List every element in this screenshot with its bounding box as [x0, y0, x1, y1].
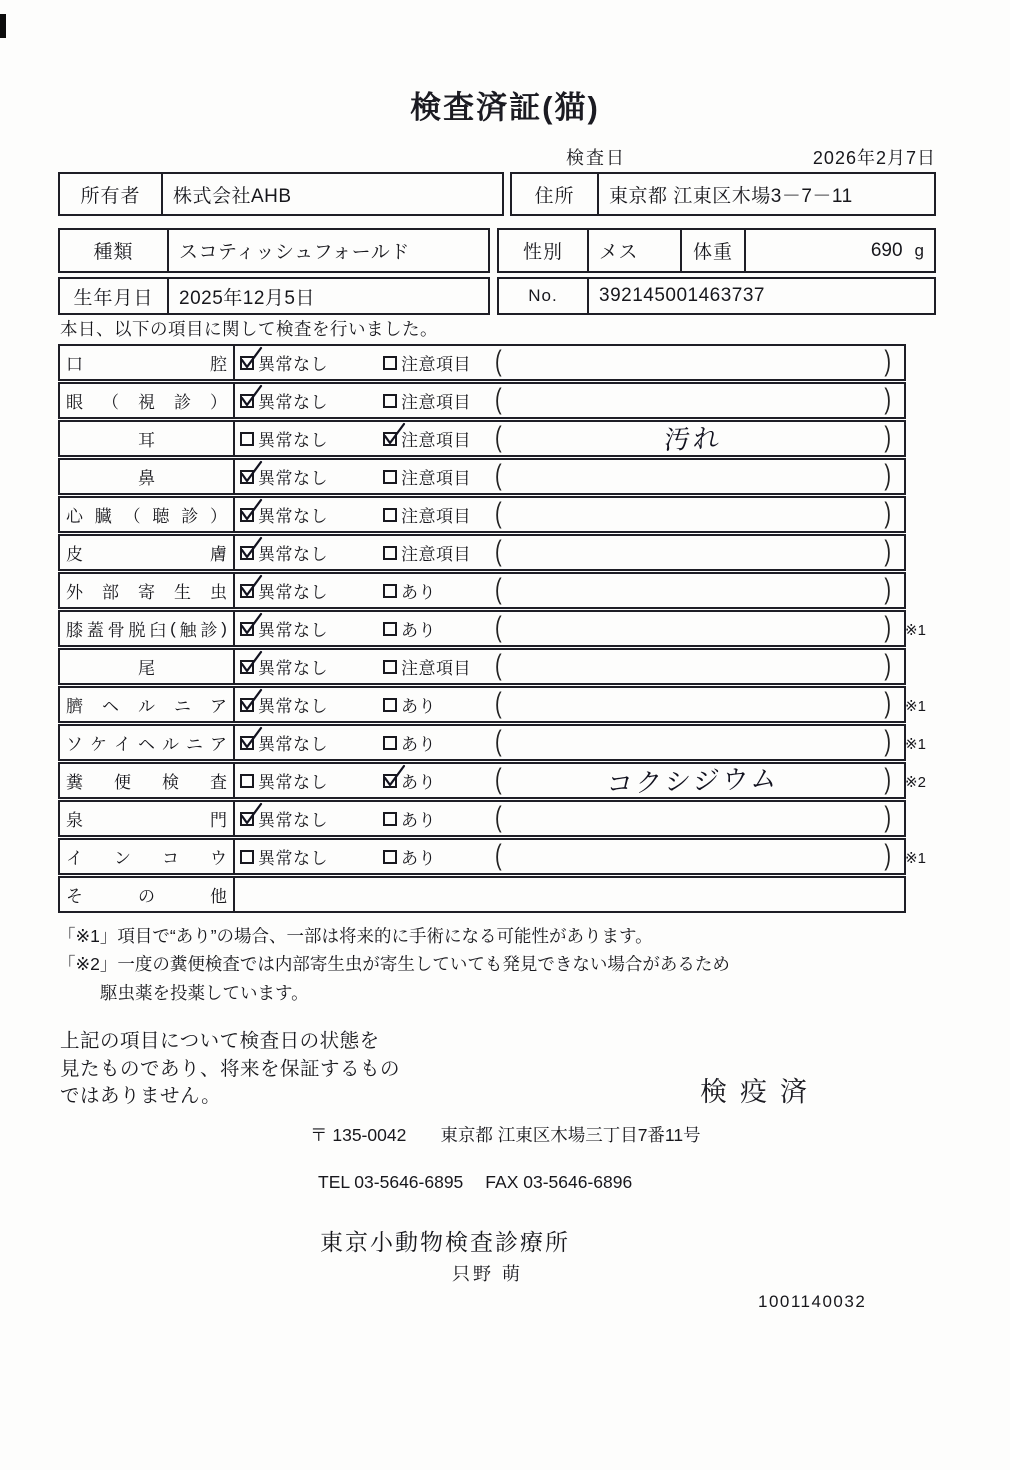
checklist-item-label: 尾	[60, 650, 235, 683]
option-secondary	[383, 806, 495, 831]
option-label: 注意項目	[401, 469, 471, 488]
checklist-row	[58, 724, 926, 761]
option-label: 異常なし	[258, 621, 328, 640]
checkbox-icon	[240, 736, 254, 750]
option-label: あり	[401, 735, 436, 754]
option-secondary	[383, 388, 495, 413]
paren-close-icon: )	[884, 611, 891, 644]
paren-close-icon: )	[884, 383, 891, 416]
handwritten-note	[502, 584, 884, 597]
checkbox-icon	[240, 774, 254, 788]
option-label: 異常なし	[258, 697, 328, 716]
checkbox-icon	[240, 812, 254, 826]
checklist-row	[58, 800, 906, 837]
option-secondary	[383, 350, 495, 375]
paren-close-icon: )	[884, 649, 891, 682]
owner-box	[58, 172, 504, 216]
handwritten-check-icon	[238, 346, 264, 372]
checklist-row	[58, 762, 926, 799]
checklist-row-options	[235, 346, 904, 379]
document-serial-number: 1001140032	[758, 1292, 867, 1311]
sex-weight-box	[497, 228, 936, 273]
checkbox-icon	[240, 622, 254, 636]
paren-open-icon: (	[495, 459, 502, 492]
paren-open-icon: (	[495, 725, 502, 758]
paren-close-icon: )	[884, 497, 891, 530]
option-label: 異常なし	[258, 773, 328, 792]
breed-value: スコティッシュフォールド	[167, 230, 488, 271]
checklist-item-label: 口 腔	[60, 346, 235, 379]
paren-open-icon: (	[495, 573, 502, 606]
birthdate-box	[58, 277, 490, 315]
paren-close-icon: )	[884, 839, 891, 872]
paren-close-icon: )	[884, 459, 891, 492]
checkbox-icon	[383, 812, 397, 826]
option-no-abnormality	[240, 730, 357, 755]
weight-unit: g	[914, 240, 924, 260]
checklist-table	[58, 344, 926, 914]
checklist-row	[58, 876, 906, 913]
sex-value: メス	[587, 230, 680, 271]
option-secondary	[383, 502, 495, 527]
breed-box	[58, 228, 490, 273]
quarantine-stamp: 検疫済	[700, 1077, 820, 1107]
option-label: 注意項目	[401, 507, 471, 526]
handwritten-check-icon	[381, 764, 407, 790]
checklist-item-label: 外 部 寄 生 虫	[60, 574, 235, 607]
paren-open-icon: (	[495, 687, 502, 720]
checkbox-icon	[383, 432, 397, 446]
checklist-row	[58, 610, 926, 647]
checkbox-icon	[383, 356, 397, 370]
inspection-date-value: 2026年2月7日	[812, 148, 936, 168]
checklist-row	[58, 572, 906, 609]
checklist-row-options	[235, 574, 904, 607]
option-no-abnormality	[240, 616, 357, 641]
postal-code: 〒 135-0042	[310, 1125, 407, 1145]
paren-open-icon: (	[495, 535, 502, 568]
inspection-date-row	[58, 144, 936, 170]
option-label: あり	[401, 773, 436, 792]
checklist-row-options	[235, 536, 904, 569]
checkbox-icon	[383, 622, 397, 636]
checklist-item-label: 臍 ヘ ル ニ ア	[60, 688, 235, 721]
handwritten-note	[502, 508, 884, 521]
option-label: 異常なし	[258, 545, 328, 564]
footnote-1: 「※1」項目で“あり”の場合、一部は将来的に手術になる可能性があります。	[58, 926, 653, 946]
option-no-abnormality	[240, 502, 357, 527]
paren-open-icon: (	[495, 839, 502, 872]
option-label: 異常なし	[258, 849, 328, 868]
footnote-mark: ※1	[905, 850, 926, 867]
paren-close-icon: )	[884, 763, 891, 796]
footnote-mark: ※2	[905, 774, 926, 791]
handwritten-check-icon	[238, 574, 264, 600]
option-label: 異常なし	[258, 355, 328, 374]
disclaimer-line-2: 見たものであり、将来を保証するもの	[60, 1057, 401, 1080]
checklist-item-label: 鼻	[60, 460, 235, 493]
option-no-abnormality	[240, 844, 357, 869]
checkbox-icon	[240, 394, 254, 408]
paren-close-icon: )	[884, 725, 891, 758]
birthdate-label: 生年月日	[73, 287, 154, 309]
option-label: あり	[401, 811, 436, 830]
paren-open-icon: (	[495, 497, 502, 530]
option-label: 注意項目	[401, 431, 471, 450]
footnote-2-continued: 駆虫薬を投薬しています。	[100, 982, 309, 1003]
checklist-row	[58, 496, 906, 533]
handwritten-note	[502, 470, 884, 483]
checkbox-icon	[240, 660, 254, 674]
footnote-2: 「※2」一度の糞便検査では内部寄生虫が寄生していても発見できない場合があるため	[58, 954, 730, 975]
option-label: 異常なし	[258, 393, 328, 412]
paren-open-icon: (	[495, 801, 502, 834]
checklist-item-label: そ の 他	[60, 878, 235, 911]
checkbox-icon	[240, 470, 254, 484]
clinic-tel: TEL 03-5646-6895	[318, 1172, 464, 1192]
checkbox-icon	[240, 508, 254, 522]
checklist-row-options	[235, 460, 904, 493]
disclaimer-line-3: ではありません。	[60, 1085, 222, 1108]
handwritten-note: 汚れ	[662, 422, 724, 455]
checklist-item-label: 糞 便 検 査	[60, 764, 235, 797]
option-label: 異常なし	[258, 811, 328, 830]
checklist-row	[58, 458, 906, 495]
paren-open-icon: (	[495, 649, 502, 682]
checklist-item-label: 心 臓 （ 聴 診 ）	[60, 498, 235, 531]
paren-close-icon: )	[884, 421, 891, 454]
handwritten-note	[502, 736, 884, 749]
paren-close-icon: )	[884, 345, 891, 378]
checkbox-icon	[383, 546, 397, 560]
handwritten-check-icon	[238, 498, 264, 524]
weight-number: 690	[870, 239, 903, 261]
option-no-abnormality	[240, 578, 357, 603]
option-secondary	[383, 464, 495, 489]
checkbox-icon	[240, 432, 254, 446]
checklist-row-options	[235, 840, 904, 873]
sex-label: 性別	[522, 242, 563, 263]
handwritten-check-icon	[238, 688, 264, 714]
option-label: あり	[401, 583, 436, 602]
handwritten-note	[502, 546, 884, 559]
checklist-row-options	[235, 764, 904, 797]
option-label: 注意項目	[401, 659, 471, 678]
checklist-row	[58, 534, 906, 571]
checklist-row	[58, 648, 906, 685]
address-value: 東京都 江東区木場3－7－11	[597, 174, 934, 214]
option-no-abnormality	[240, 540, 357, 565]
handwritten-check-icon	[238, 726, 264, 752]
checklist-item-label: 膝 蓋 骨 脱 臼 ( 触 診 )	[60, 612, 235, 645]
checklist-row-options	[235, 878, 904, 911]
id-number-label: No.	[528, 286, 558, 305]
option-no-abnormality	[240, 426, 357, 451]
option-secondary	[383, 616, 495, 641]
clinic-address-row	[310, 1122, 701, 1147]
paren-close-icon: )	[884, 801, 891, 834]
disclaimer	[60, 1028, 400, 1111]
handwritten-check-icon	[238, 460, 264, 486]
footnote-mark: ※1	[905, 698, 926, 715]
option-secondary	[383, 768, 495, 793]
option-label: 異常なし	[258, 583, 328, 602]
examiner-name: 只野 萌	[452, 1264, 524, 1284]
checkbox-icon	[383, 660, 397, 674]
option-no-abnormality	[240, 388, 357, 413]
footnote-mark: ※1	[905, 622, 926, 639]
option-secondary	[383, 654, 495, 679]
checklist-item-label: 眼 （ 視 診 ）	[60, 384, 235, 417]
option-label: あり	[401, 849, 436, 868]
paren-close-icon: )	[884, 573, 891, 606]
paren-close-icon: )	[884, 687, 891, 720]
option-no-abnormality	[240, 768, 357, 793]
clinic-address: 東京都 江東区木場三丁目7番11号	[440, 1125, 701, 1145]
handwritten-note	[502, 622, 884, 635]
footnotes	[58, 922, 730, 1007]
checklist-item-label: 泉 門	[60, 802, 235, 835]
checklist-intro: 本日、以下の項目に関して検査を行いました。	[60, 319, 438, 339]
option-no-abnormality	[240, 692, 357, 717]
paren-open-icon: (	[495, 421, 502, 454]
handwritten-check-icon	[238, 536, 264, 562]
option-no-abnormality	[240, 464, 357, 489]
disclaimer-line-1: 上記の項目について検査日の状態を	[60, 1030, 380, 1052]
option-no-abnormality	[240, 654, 357, 679]
handwritten-check-icon	[238, 802, 264, 828]
owner-label: 所有者	[80, 185, 141, 207]
checkbox-icon	[240, 584, 254, 598]
address-label: 住所	[534, 185, 575, 207]
option-label: 異常なし	[258, 659, 328, 678]
scan-artifact	[0, 14, 6, 38]
checkbox-icon	[383, 736, 397, 750]
weight-label: 体重	[680, 230, 744, 271]
checkbox-icon	[240, 356, 254, 370]
checkbox-icon	[383, 470, 397, 484]
id-number-box	[497, 277, 936, 315]
checkbox-icon	[383, 508, 397, 522]
option-secondary	[383, 540, 495, 565]
checklist-row-options	[235, 498, 904, 531]
handwritten-check-icon	[238, 650, 264, 676]
checklist-row	[58, 420, 906, 457]
option-label: 異常なし	[258, 431, 328, 450]
handwritten-check-icon	[381, 422, 407, 448]
checkbox-icon	[383, 584, 397, 598]
checklist-row-options	[235, 802, 904, 835]
checkbox-icon	[240, 850, 254, 864]
option-label: 注意項目	[401, 355, 471, 374]
option-label: 注意項目	[401, 393, 471, 412]
handwritten-note	[502, 660, 884, 673]
checkbox-icon	[240, 546, 254, 560]
checklist-row	[58, 686, 926, 723]
option-no-abnormality	[240, 350, 357, 375]
option-label: 異常なし	[258, 735, 328, 754]
clinic-contact-row	[318, 1172, 632, 1193]
checkbox-icon	[383, 394, 397, 408]
handwritten-check-icon	[238, 384, 264, 410]
footnote-mark: ※1	[905, 736, 926, 753]
paren-close-icon: )	[884, 535, 891, 568]
checklist-row-options	[235, 650, 904, 683]
handwritten-check-icon	[238, 612, 264, 638]
checklist-item-label: 耳	[60, 422, 235, 455]
option-secondary	[383, 578, 495, 603]
option-label: 異常なし	[258, 469, 328, 488]
paren-open-icon: (	[495, 383, 502, 416]
option-label: あり	[401, 621, 436, 640]
address-box	[510, 172, 936, 216]
weight-value	[744, 230, 934, 271]
checkbox-icon	[383, 698, 397, 712]
option-label: 注意項目	[401, 545, 471, 564]
paren-open-icon: (	[495, 345, 502, 378]
paren-open-icon: (	[495, 763, 502, 796]
clinic-fax: FAX 03-5646-6896	[485, 1172, 633, 1192]
checklist-row	[58, 382, 906, 419]
checklist-row-options	[235, 726, 904, 759]
option-secondary	[383, 692, 495, 717]
checklist-row	[58, 344, 906, 381]
birthdate-value: 2025年12月5日	[167, 279, 488, 313]
owner-value: 株式会社AHB	[161, 174, 502, 214]
id-number-value: 392145001463737	[587, 279, 934, 313]
option-secondary	[383, 426, 495, 451]
handwritten-note	[502, 698, 884, 711]
handwritten-note	[502, 394, 884, 407]
page-title: 検査済証(猫)	[410, 90, 600, 125]
option-secondary	[383, 844, 495, 869]
paren-open-icon: (	[495, 611, 502, 644]
option-no-abnormality	[240, 806, 357, 831]
option-secondary	[383, 730, 495, 755]
handwritten-note: コクシジウム	[605, 762, 781, 799]
checkbox-icon	[383, 850, 397, 864]
checklist-row-options	[235, 422, 904, 455]
checklist-row-options	[235, 384, 904, 417]
checkbox-icon	[240, 698, 254, 712]
handwritten-note	[502, 812, 884, 825]
checklist-item-label: 皮 膚	[60, 536, 235, 569]
checklist-item-label: ソ ケ イ ヘ ル ニ ア	[60, 726, 235, 759]
handwritten-note	[502, 850, 884, 863]
inspection-date-label: 検査日	[566, 148, 626, 168]
checklist-item-label: イ ン コ ウ	[60, 840, 235, 873]
checkbox-icon	[383, 774, 397, 788]
clinic-name: 東京小動物検査診療所	[320, 1229, 570, 1255]
option-label: あり	[401, 697, 436, 716]
option-label: 異常なし	[258, 507, 328, 526]
handwritten-note	[502, 356, 884, 369]
breed-label: 種類	[93, 242, 134, 263]
checklist-row-options	[235, 688, 904, 721]
checklist-row-options	[235, 612, 904, 645]
checklist-row	[58, 838, 926, 875]
